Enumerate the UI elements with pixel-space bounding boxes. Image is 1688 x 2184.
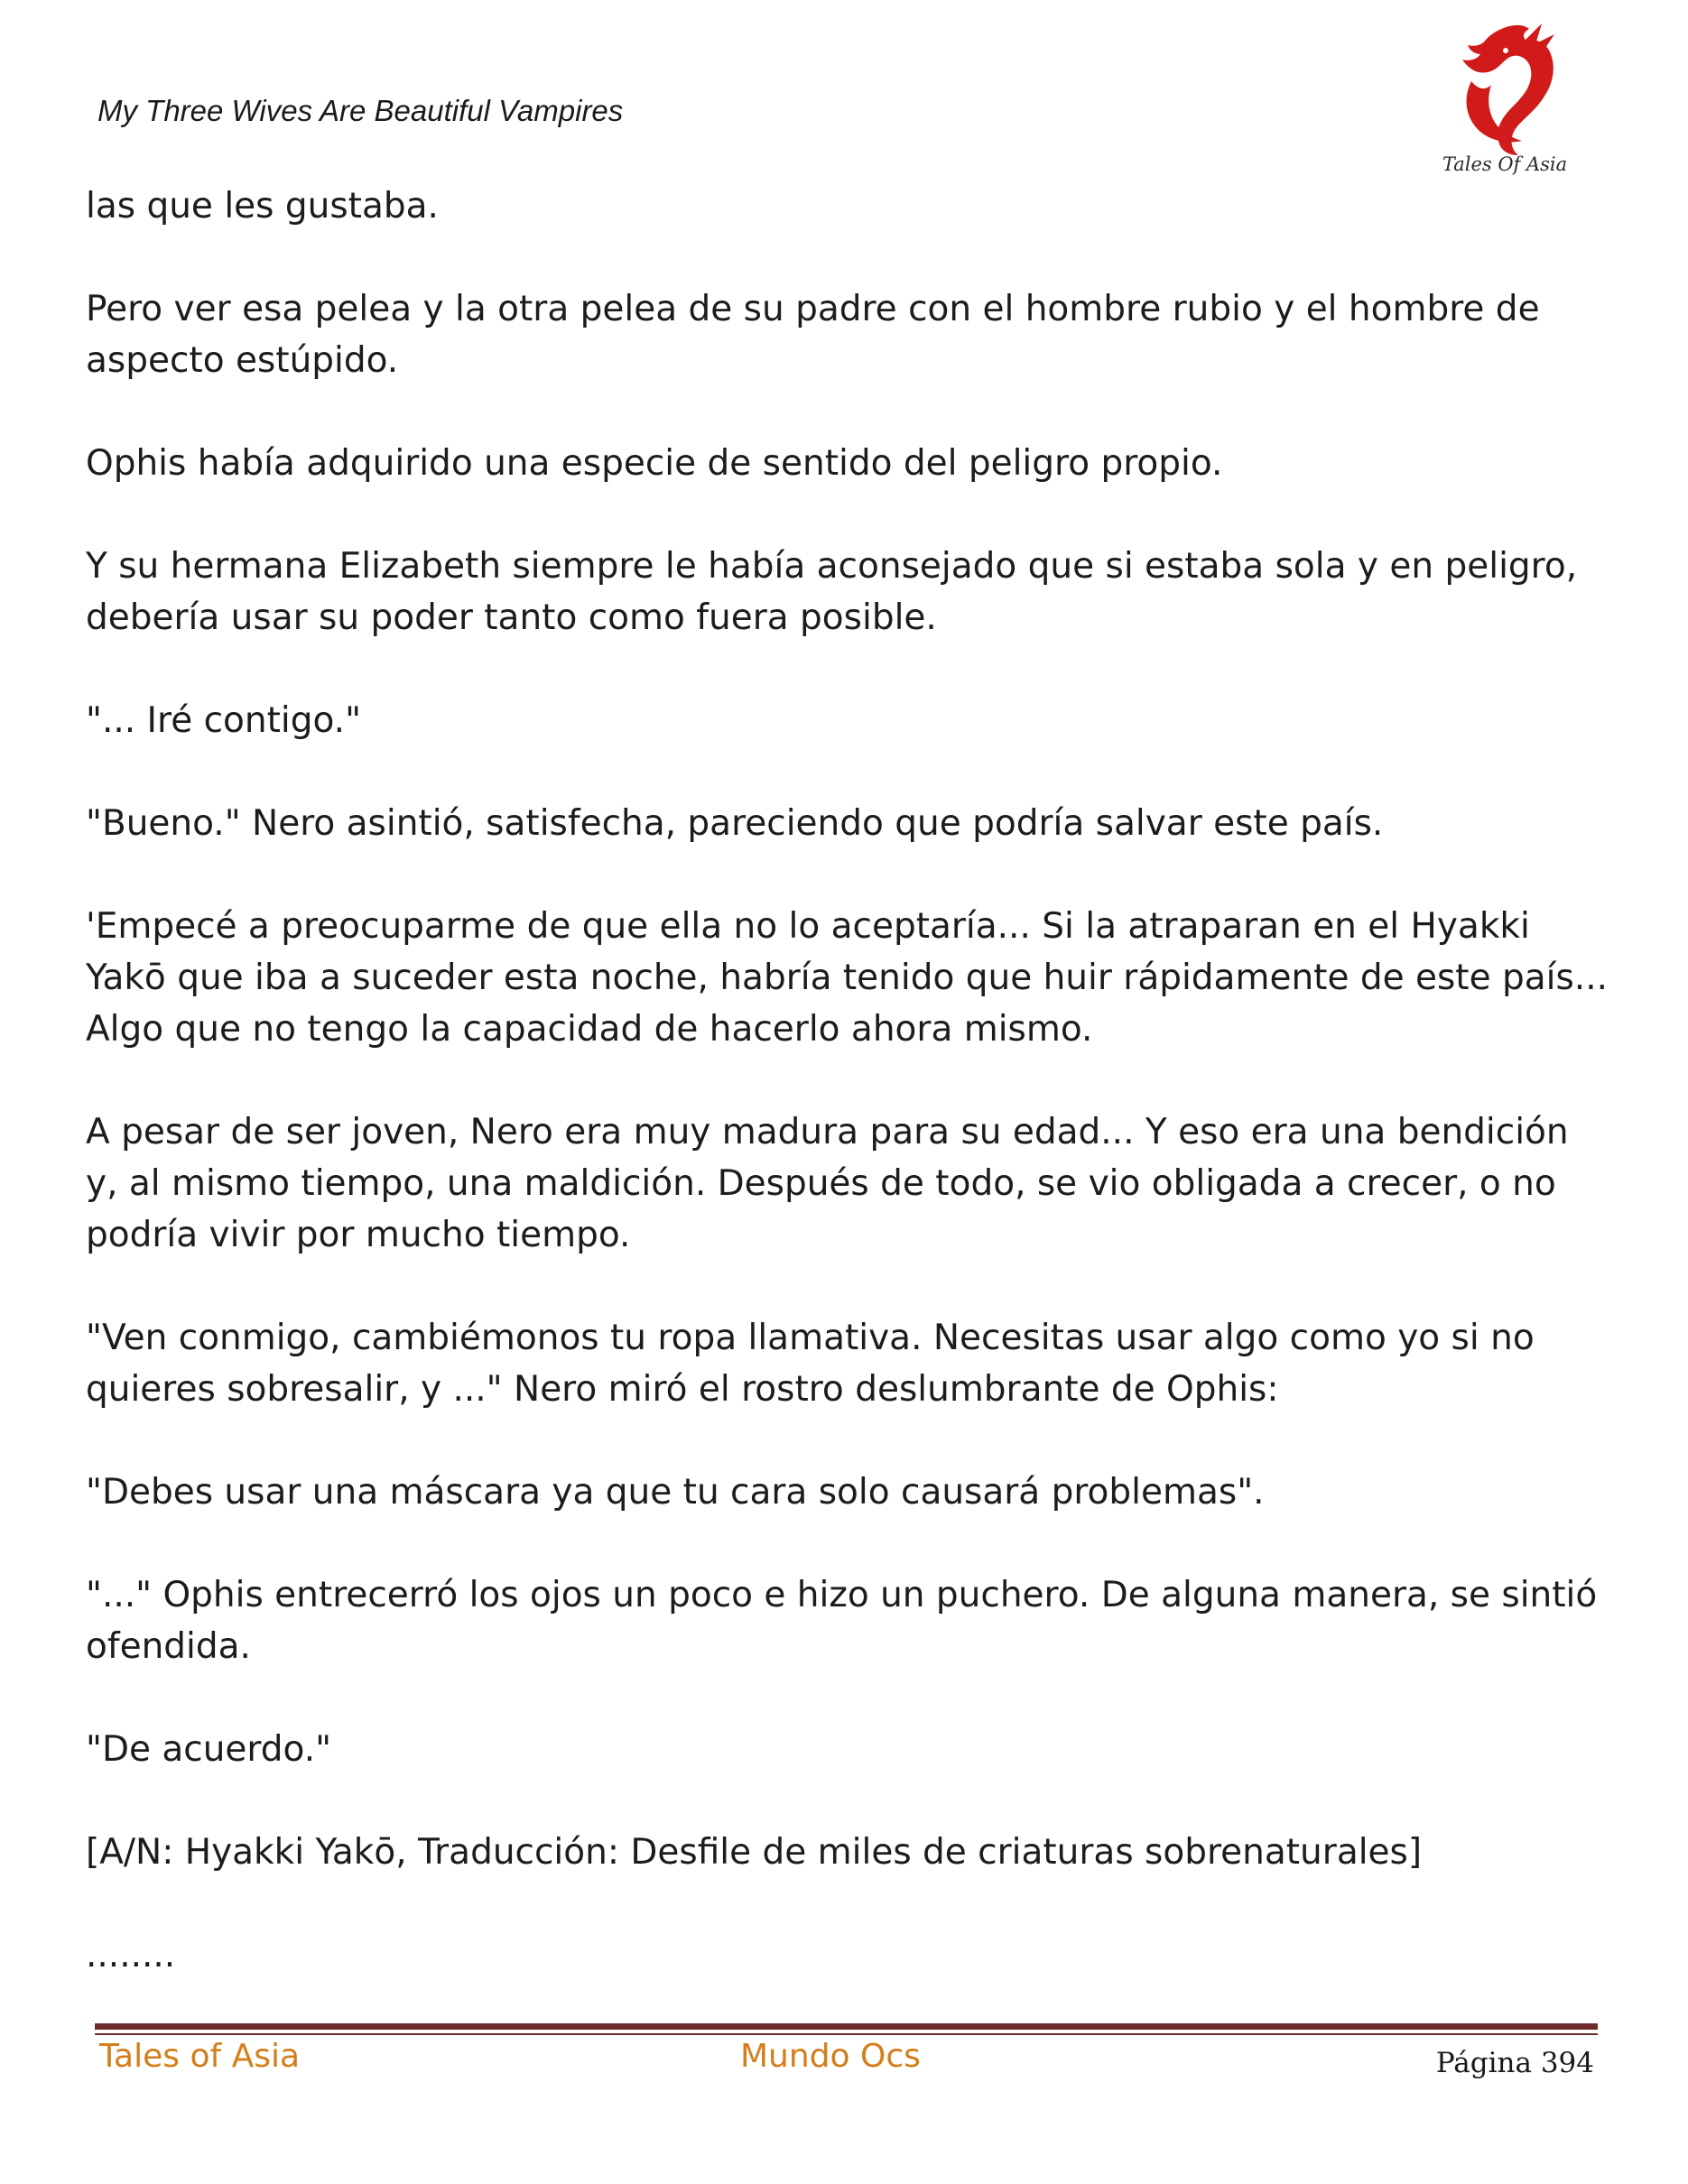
- paragraph: "..." Ophis entrecerró los ojos un poco e hizo un puchero. De alguna manera, se sintió ofendida.: [86, 1575, 1598, 1667]
- paragraph: las que les gustaba.: [86, 186, 439, 227]
- paragraph: [A/N: Hyakki Yakō, Traducción: Desfile de miles de criaturas sobrenaturales]: [86, 1832, 1423, 1873]
- paragraph: Pero ver esa pelea y la otra pelea de su padre con el hombre rubio y el hombre de aspecto estúpido.: [86, 289, 1540, 381]
- paragraph: Y su hermana Elizabeth siempre le había aconsejado que si estaba sola y en peligro, debería usar su poder tanto como fuera posible.: [86, 546, 1578, 638]
- document-header-title: My Three Wives Are Beautiful Vampires: [97, 94, 624, 127]
- paragraph: "Debes usar una máscara ya que tu cara solo causará problemas".: [86, 1472, 1265, 1513]
- dragon-eye: [1503, 48, 1508, 53]
- page-number: Página 394: [1435, 2047, 1594, 2079]
- paragraph: "... Iré contigo.": [86, 700, 362, 741]
- footer-divider-thin: [95, 2033, 1598, 2035]
- footer-left-text: Tales of Asia: [99, 2038, 301, 2075]
- footer-center-text: Mundo Ocs: [740, 2038, 921, 2075]
- footer-divider: [95, 2023, 1598, 2030]
- paragraph: Ophis había adquirido una especie de sentido del peligro propio.: [86, 443, 1223, 484]
- paragraph: "Bueno." Nero asintió, satisfecha, pareciendo que podría salvar este país.: [86, 803, 1384, 844]
- paragraph: "De acuerdo.": [86, 1729, 332, 1770]
- paragraph: 'Empecé a preocuparme de que ella no lo aceptaría... Si la atraparan en el Hyakki Yakō que iba a suceder esta noche, habría tenido que huir rápidamente de este país... Algo que no tengo la capacidad de hacerlo ahora mismo.: [86, 906, 1608, 1050]
- paragraph: ........: [86, 1935, 176, 1976]
- paragraph: A pesar de ser joven, Nero era muy madura para su edad... Y eso era una bendición y, al mismo tiempo, una maldición. Después de todo, se vio obligada a crecer, o no podría vivir por mucho tiempo.: [86, 1112, 1569, 1255]
- document-body: [86, 180, 1611, 2032]
- logo-caption: Tales Of Asia: [1442, 153, 1568, 175]
- paragraph: "Ven conmigo, cambiémonos tu ropa llamativa. Necesitas usar algo como yo si no quieres sobresalir, y ..." Nero miró el rostro deslumbrante de Ophis:: [86, 1318, 1535, 1410]
